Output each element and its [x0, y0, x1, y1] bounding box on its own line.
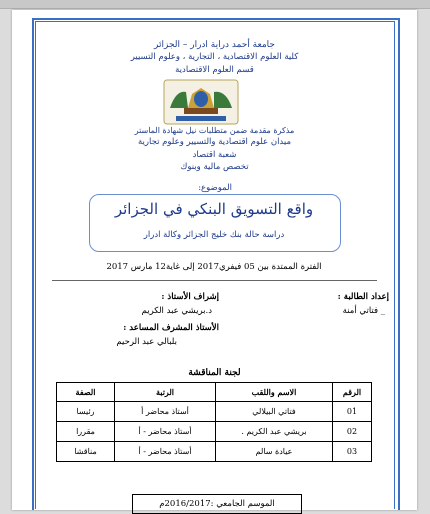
thesis-subtitle: دراسة حالة بنك خليج الجزائر وكالة ادرار [143, 230, 285, 240]
table-cell: أستاذ محاضر - أ [115, 422, 216, 442]
table-header-row [57, 383, 372, 402]
student-label: إعداد الطالبة : [337, 292, 389, 302]
committee-table [56, 382, 372, 462]
cosupervisor-label: الأستاذ المشرف المساعد : [123, 323, 219, 333]
table-cell: عيادة سالم [216, 442, 333, 462]
header-cell: الاسم واللقب [216, 383, 333, 402]
table-row [57, 402, 372, 422]
document-page [12, 10, 417, 510]
table-row [57, 422, 372, 442]
cosupervisor-name: بلبالي عبد الرحيم [116, 337, 177, 347]
faculty-name: كلية العلوم الاقتصادية ، التجارية ، وعلوم التسيير [130, 52, 299, 62]
header-cell: الصفة [57, 383, 115, 402]
supervisor-label: إشراف الأستاذ : [161, 292, 219, 302]
committee-title: لجنة المناقشة [188, 368, 241, 378]
subject-label: الموضوع: [198, 183, 232, 193]
table-cell: مقررا [57, 422, 115, 442]
table-cell: مناقشا [57, 442, 115, 462]
header-cell: الرتبة [115, 383, 216, 402]
viewer-toolbar [0, 0, 430, 9]
table-cell: 02 [333, 422, 372, 442]
table-cell: فتاتي البيلالي [216, 402, 333, 422]
university-logo-icon [162, 78, 240, 126]
table-cell: أستاذ محاضر - أ [115, 442, 216, 462]
table-cell: أستاذ محاضر أ [115, 402, 216, 422]
university-name: جامعة أحمد دراية ادرار – الجزائر [154, 40, 275, 50]
academic-season: الموسم الجامعي :2016/2017م [132, 494, 302, 514]
thesis-title: واقع التسويق البنكي في الجزائر [114, 200, 314, 218]
department-name: قسم العلوم الاقتصادية [175, 65, 254, 75]
memo-line-2: ميدان علوم اقتصادية والتسيير وعلوم تجارية [137, 137, 292, 147]
memo-line-1: مذكرة مقدمة ضمن متطلبات نيل شهادة الماستر [134, 126, 295, 135]
memo-line-4: تخصص مالية وبنوك [180, 162, 249, 172]
table-cell: 01 [333, 402, 372, 422]
memo-line-3: شعبة اقتصاد [192, 150, 237, 160]
table-cell: 03 [333, 442, 372, 462]
table-row [57, 442, 372, 462]
internship-period: الفترة الممتدة بين 05 فيفري2017 إلى غاية12 مارس 2017 [106, 262, 322, 272]
divider [52, 280, 377, 281]
header-cell: الرقم [333, 383, 372, 402]
student-name: _ فتاتي أمنة [342, 306, 385, 316]
table-cell: بريشي عبد الكريم . [216, 422, 333, 442]
table-cell: رئيسا [57, 402, 115, 422]
supervisor-name: د.بريشي عبد الكريم [141, 306, 212, 316]
